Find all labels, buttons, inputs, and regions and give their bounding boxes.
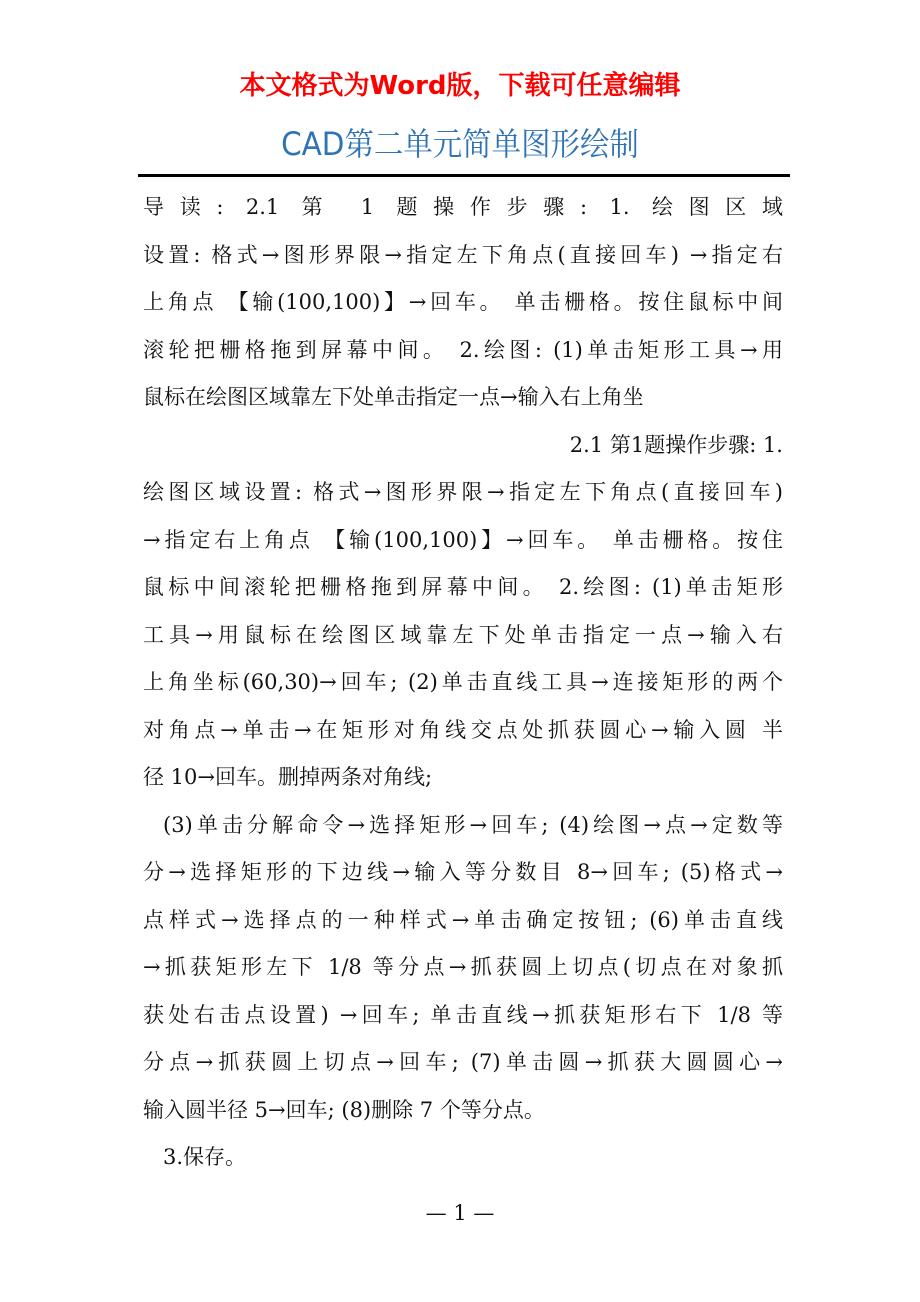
body-text-line: 2.1 第1题操作步骤: 1. (569, 432, 783, 457)
body-text-line: 分→选择矩形的下边线→输入等分数目 8→回车; (5)格式→ (143, 860, 783, 884)
body-text-line: 上角坐标(60,30)→回车; (2)单击直线工具→连接矩形的两个 (143, 670, 783, 694)
body-text-line: 鼠标中间滚轮把栅格拖到屏幕中间。 2.绘图: (1)单击矩形 (143, 575, 783, 599)
body-text-line: 设置: 格式→图形界限→指定左下角点(直接回车) →指定右 (143, 242, 783, 267)
body-text-line: 滚轮把栅格拖到屏幕中间。 2.绘图: (1)单击矩形工具→用 (143, 337, 783, 362)
body-text-line: 径 10→回车。删掉两条对角线; (143, 765, 433, 789)
body-text-line: 获处右击点设置) →回车; 单击直线→抓获矩形右下 1/8 等 (143, 1002, 783, 1027)
body-text-line: 上角点 【输(100,100)】→回车。 单击栅格。按住鼠标中间 (143, 290, 783, 314)
page-number: — 1 — (425, 1201, 495, 1225)
body-text-line: →抓获矩形左下 1/8 等分点→抓获圆上切点(切点在对象抓 (143, 955, 783, 979)
document-body (143, 184, 783, 1182)
body-text-line: 鼠标在绘图区域靠左下处单击指定一点→输入右上角坐 (143, 385, 644, 409)
header-rule-divider (138, 174, 790, 177)
body-text-line: 分点→抓获圆上切点→回车; (7)单击圆→抓获大圆圆心→ (143, 1050, 783, 1074)
body-text-line: 导读: 2.1 第 1 题操作步骤: 1. 绘图区域 (143, 195, 783, 219)
body-text-line: 点样式→选择点的一种样式→单击确定按钮; (6)单击直线 (143, 907, 783, 932)
body-text-line: 绘图区域设置: 格式→图形界限→指定左下角点(直接回车) (143, 480, 783, 504)
body-text-line: →指定右上角点 【输(100,100)】→回车。 单击栅格。按住 (143, 527, 783, 552)
body-text-line: 3.保存。 (163, 1145, 247, 1169)
body-text-line: 输入圆半径 5→回车; (8)删除 7 个等分点。 (143, 1097, 545, 1122)
body-text-line: 对角点→单击→在矩形对角线交点处抓获圆心→输入圆 半 (143, 717, 783, 742)
body-text-line: 工具→用鼠标在绘图区域靠左下处单击指定一点→输入右 (143, 622, 783, 647)
document-title: CAD第二单元简单图形绘制 (281, 125, 639, 163)
body-text-line: (3)单击分解命令→选择矩形→回车; (4)绘图→点→定数等 (163, 812, 783, 837)
editable-format-banner: 本文格式为Word版，下载可任意编辑 (239, 71, 681, 101)
